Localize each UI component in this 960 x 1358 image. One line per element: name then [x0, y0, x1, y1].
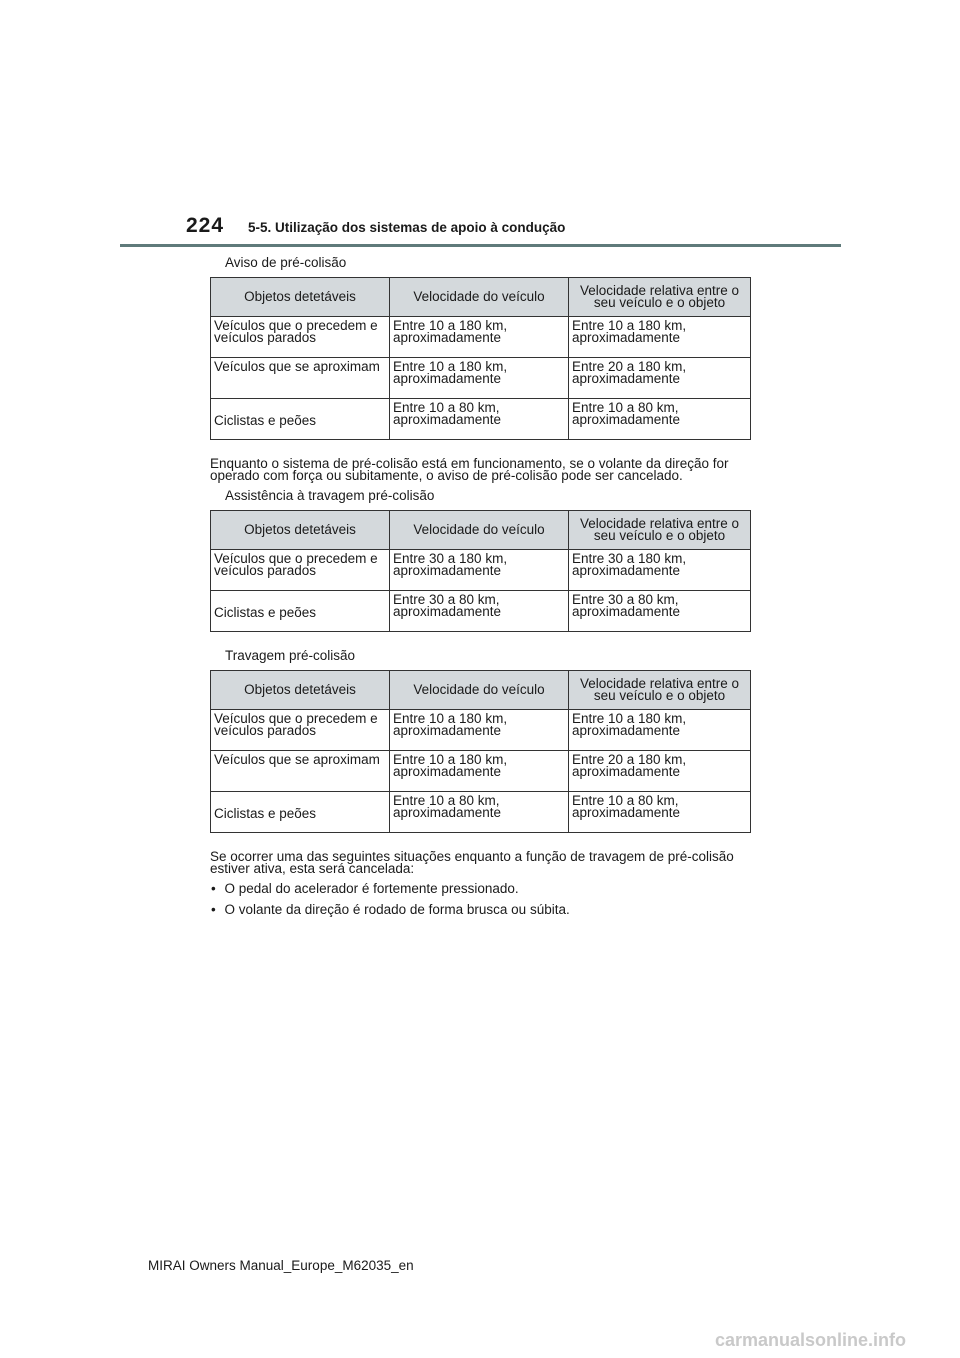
table-cell: Entre 10 a 80 km, aproximadamente [569, 792, 751, 833]
table-header-row [211, 511, 751, 550]
table-row [211, 399, 751, 440]
table-cell: Entre 20 a 180 km, aproximadamente [569, 358, 751, 399]
table-caption-brake-assist: Assistência à travagem pré-colisão [225, 488, 435, 503]
header-relative-speed: Velocidade relativa entre o seu veículo e o objeto [569, 278, 751, 317]
table-cell: Entre 30 a 180 km, aproximadamente [390, 550, 569, 591]
table-cell: Entre 10 a 180 km, aproximadamente [390, 358, 569, 399]
table-cell: Entre 10 a 80 km, aproximadamente [390, 792, 569, 833]
table-cell: Ciclistas e peões [211, 591, 390, 632]
table-cell: Entre 10 a 80 km, aproximadamente [569, 399, 751, 440]
table-cell: Entre 10 a 180 km, aproximadamente [390, 751, 569, 792]
table-cell: Entre 30 a 80 km, aproximadamente [390, 591, 569, 632]
footer-manual-id: MIRAI Owners Manual_Europe_M62035_en [148, 1258, 414, 1273]
header-vehicle-speed: Velocidade do veículo [390, 671, 569, 710]
table-cell: Veículos que o precedem e veículos parados [211, 550, 390, 591]
table-cell: Veículos que o precedem e veículos parados [211, 317, 390, 358]
table-cell: Entre 30 a 80 km, aproximadamente [569, 591, 751, 632]
table-cell: Veículos que se aproximam [211, 751, 390, 792]
table-row [211, 710, 751, 751]
table-row [211, 358, 751, 399]
table-cell: Entre 10 a 180 km, aproximadamente [390, 317, 569, 358]
header-rule [120, 244, 841, 247]
bullet-icon: • [211, 902, 216, 917]
header-detectable-objects: Objetos detetáveis [211, 511, 390, 550]
steering-cancel-paragraph: Enquanto o sistema de pré-colisão está em funcionamento, se o volante da direção for operado com força ou subitamente, o aviso de pré-colisão pode ser cancelado. [210, 456, 729, 483]
table-cell: Entre 10 a 180 km, aproximadamente [569, 317, 751, 358]
bullet-text: O volante da direção é rodado de forma brusca ou súbita. [224, 902, 570, 917]
header-vehicle-speed: Velocidade do veículo [390, 511, 569, 550]
table-cell: Entre 30 a 180 km, aproximadamente [569, 550, 751, 591]
page-number: 224 [186, 214, 225, 237]
table-row [211, 317, 751, 358]
table-cell: Ciclistas e peões [211, 399, 390, 440]
table-cell: Entre 10 a 80 km, aproximadamente [390, 399, 569, 440]
table-row [211, 550, 751, 591]
bullet-text: O pedal do acelerador é fortemente pressionado. [224, 881, 519, 896]
brake-assist-table [210, 510, 751, 632]
braking-cancel-paragraph: Se ocorrer uma das seguintes situações enquanto a função de travagem de pré-colisão estiver ativa, esta será cancelada: [210, 849, 734, 876]
pre-collision-warning-table [210, 277, 751, 440]
table-caption-pre-collision-braking: Travagem pré-colisão [225, 648, 356, 663]
list-item [211, 882, 519, 896]
header-detectable-objects: Objetos detetáveis [211, 671, 390, 710]
table-cell: Veículos que o precedem e veículos parados [211, 710, 390, 751]
header-detectable-objects: Objetos detetáveis [211, 278, 390, 317]
bullet-icon: • [211, 881, 216, 896]
table-header-row [211, 671, 751, 710]
table-row [211, 751, 751, 792]
table-row [211, 591, 751, 632]
section-title: 5-5. Utilização dos sistemas de apoio à condução [248, 220, 566, 235]
table-cell: Entre 20 a 180 km, aproximadamente [569, 751, 751, 792]
pre-collision-braking-table [210, 670, 751, 833]
table-cell: Entre 10 a 180 km, aproximadamente [569, 710, 751, 751]
table-cell: Entre 10 a 180 km, aproximadamente [390, 710, 569, 751]
table-cell: Veículos que se aproximam [211, 358, 390, 399]
table-caption-pre-collision-warning: Aviso de pré-colisão [225, 255, 347, 270]
header-relative-speed: Velocidade relativa entre o seu veículo e o objeto [569, 511, 751, 550]
table-row [211, 792, 751, 833]
header-vehicle-speed: Velocidade do veículo [390, 278, 569, 317]
watermark: carmanualsonline.info [715, 1330, 907, 1350]
header-relative-speed: Velocidade relativa entre o seu veículo e o objeto [569, 671, 751, 710]
list-item [211, 903, 570, 917]
table-header-row [211, 278, 751, 317]
table-cell: Ciclistas e peões [211, 792, 390, 833]
